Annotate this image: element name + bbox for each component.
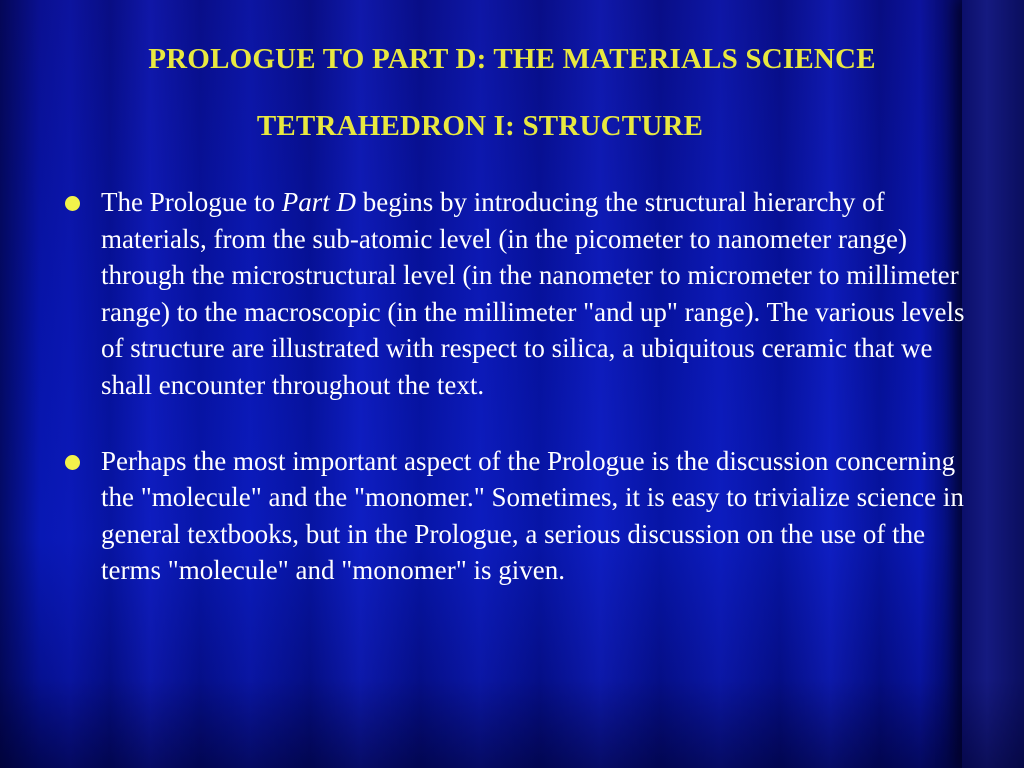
bullet-dot-icon [65,196,80,211]
bullet-text-1-start: The Prologue to [101,187,282,217]
bullet-text-2: Perhaps the most important aspect of the Prologue is the discussion concerning the "molecule" and the "monomer." Sometimes, it is easy to trivialize science in general textbooks, but in the Prologue, a serious discussion on the use of the terms "molecule" and "monomer" is given. [101,445,964,586]
bullet-text-1-end: begins by introducing the structural hierarchy of materials, from the sub-atomic level (in the picometer to nanometer range) through the microstructural level (in the nanometer to micrometer to millimeter range) to the macroscopic (in the millimeter "and up" range). The various levels of structure are illustrated with respect to silica, a ubiquitous ceramic that we shall encounter throughout the text. [101,187,965,400]
slide-title-line-2: TETRAHEDRON I: STRUCTURE [256,110,704,142]
bullet-item-2 [60,443,965,589]
bullet-item-1 [60,184,965,404]
bullet-text-1-italic: Part D [281,187,356,217]
slide-title-line-1: PROLOGUE TO PART D: THE MATERIALS SCIENCE [148,43,876,75]
curtain-shadow-bottom [0,678,1024,768]
bullet-dot-icon [65,455,80,470]
bullet-list [60,184,965,628]
